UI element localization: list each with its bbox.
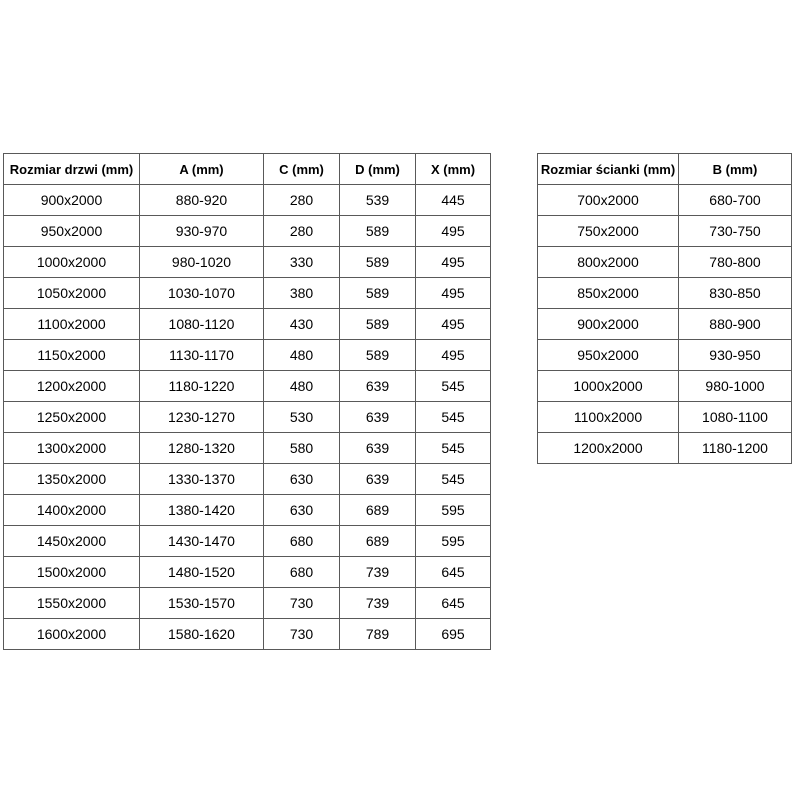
table-row bbox=[4, 402, 491, 433]
table-cell: 1600x2000 bbox=[4, 619, 140, 650]
table-cell: 850x2000 bbox=[538, 278, 679, 309]
column-header: Rozmiar drzwi (mm) bbox=[4, 154, 140, 185]
table-cell: 1200x2000 bbox=[4, 371, 140, 402]
table-row bbox=[4, 309, 491, 340]
table-cell: 800x2000 bbox=[538, 247, 679, 278]
table-cell: 1430-1470 bbox=[140, 526, 264, 557]
table-cell: 495 bbox=[416, 340, 491, 371]
table-cell: 680-700 bbox=[679, 185, 792, 216]
table-row bbox=[538, 433, 792, 464]
table-cell: 1000x2000 bbox=[4, 247, 140, 278]
table-row bbox=[538, 309, 792, 340]
table-cell: 645 bbox=[416, 557, 491, 588]
table-cell: 639 bbox=[340, 464, 416, 495]
column-header: C (mm) bbox=[264, 154, 340, 185]
table-row bbox=[538, 185, 792, 216]
table-cell: 630 bbox=[264, 464, 340, 495]
table-cell: 380 bbox=[264, 278, 340, 309]
table-cell: 280 bbox=[264, 216, 340, 247]
wall-table-header-row bbox=[538, 154, 792, 185]
table-row bbox=[4, 619, 491, 650]
table-cell: 545 bbox=[416, 402, 491, 433]
table-cell: 1400x2000 bbox=[4, 495, 140, 526]
table-cell: 530 bbox=[264, 402, 340, 433]
table-cell: 1030-1070 bbox=[140, 278, 264, 309]
table-cell: 680 bbox=[264, 557, 340, 588]
table-cell: 495 bbox=[416, 247, 491, 278]
table-row bbox=[4, 216, 491, 247]
table-row bbox=[4, 247, 491, 278]
table-cell: 950x2000 bbox=[538, 340, 679, 371]
table-cell: 1380-1420 bbox=[140, 495, 264, 526]
table-cell: 645 bbox=[416, 588, 491, 619]
table-cell: 1100x2000 bbox=[4, 309, 140, 340]
table-cell: 900x2000 bbox=[4, 185, 140, 216]
table-cell: 495 bbox=[416, 216, 491, 247]
table-cell: 1480-1520 bbox=[140, 557, 264, 588]
table-cell: 689 bbox=[340, 526, 416, 557]
table-cell: 750x2000 bbox=[538, 216, 679, 247]
table-row bbox=[538, 278, 792, 309]
table-cell: 739 bbox=[340, 588, 416, 619]
table-cell: 495 bbox=[416, 278, 491, 309]
table-row bbox=[538, 402, 792, 433]
table-cell: 1080-1100 bbox=[679, 402, 792, 433]
table-cell: 589 bbox=[340, 309, 416, 340]
column-header: B (mm) bbox=[679, 154, 792, 185]
table-cell: 539 bbox=[340, 185, 416, 216]
table-cell: 730-750 bbox=[679, 216, 792, 247]
table-row bbox=[4, 464, 491, 495]
table-cell: 1100x2000 bbox=[538, 402, 679, 433]
table-row bbox=[4, 557, 491, 588]
table-row bbox=[4, 340, 491, 371]
table-cell: 1450x2000 bbox=[4, 526, 140, 557]
column-header: A (mm) bbox=[140, 154, 264, 185]
column-header: D (mm) bbox=[340, 154, 416, 185]
table-cell: 730 bbox=[264, 619, 340, 650]
table-cell: 1080-1120 bbox=[140, 309, 264, 340]
table-row bbox=[538, 340, 792, 371]
table-cell: 1530-1570 bbox=[140, 588, 264, 619]
table-cell: 639 bbox=[340, 402, 416, 433]
table-cell: 930-950 bbox=[679, 340, 792, 371]
table-cell: 930-970 bbox=[140, 216, 264, 247]
door-table-header-row bbox=[4, 154, 491, 185]
table-cell: 1200x2000 bbox=[538, 433, 679, 464]
table-row bbox=[4, 433, 491, 464]
table-cell: 495 bbox=[416, 309, 491, 340]
table-cell: 950x2000 bbox=[4, 216, 140, 247]
table-cell: 1280-1320 bbox=[140, 433, 264, 464]
table-row bbox=[538, 216, 792, 247]
table-cell: 1050x2000 bbox=[4, 278, 140, 309]
table-cell: 280 bbox=[264, 185, 340, 216]
table-row bbox=[538, 247, 792, 278]
table-cell: 689 bbox=[340, 495, 416, 526]
table-cell: 880-900 bbox=[679, 309, 792, 340]
table-cell: 789 bbox=[340, 619, 416, 650]
table-cell: 639 bbox=[340, 371, 416, 402]
table-cell: 1180-1220 bbox=[140, 371, 264, 402]
table-cell: 1350x2000 bbox=[4, 464, 140, 495]
table-cell: 830-850 bbox=[679, 278, 792, 309]
table-row bbox=[4, 278, 491, 309]
table-cell: 589 bbox=[340, 247, 416, 278]
table-cell: 695 bbox=[416, 619, 491, 650]
table-cell: 1580-1620 bbox=[140, 619, 264, 650]
table-cell: 1230-1270 bbox=[140, 402, 264, 433]
table-cell: 595 bbox=[416, 495, 491, 526]
table-row bbox=[4, 526, 491, 557]
table-cell: 589 bbox=[340, 278, 416, 309]
table-row bbox=[4, 185, 491, 216]
table-cell: 480 bbox=[264, 371, 340, 402]
table-cell: 739 bbox=[340, 557, 416, 588]
column-header: Rozmiar ścianki (mm) bbox=[538, 154, 679, 185]
table-cell: 430 bbox=[264, 309, 340, 340]
column-header: X (mm) bbox=[416, 154, 491, 185]
table-cell: 980-1020 bbox=[140, 247, 264, 278]
table-cell: 639 bbox=[340, 433, 416, 464]
table-cell: 680 bbox=[264, 526, 340, 557]
table-cell: 589 bbox=[340, 216, 416, 247]
wall-panel-dimensions-table bbox=[537, 153, 792, 464]
table-cell: 545 bbox=[416, 464, 491, 495]
table-cell: 580 bbox=[264, 433, 340, 464]
table-cell: 480 bbox=[264, 340, 340, 371]
table-cell: 1330-1370 bbox=[140, 464, 264, 495]
door-table-body bbox=[4, 185, 491, 650]
table-cell: 545 bbox=[416, 371, 491, 402]
table-cell: 630 bbox=[264, 495, 340, 526]
table-cell: 780-800 bbox=[679, 247, 792, 278]
table-cell: 589 bbox=[340, 340, 416, 371]
table-cell: 980-1000 bbox=[679, 371, 792, 402]
table-cell: 1000x2000 bbox=[538, 371, 679, 402]
table-cell: 730 bbox=[264, 588, 340, 619]
table-row bbox=[4, 588, 491, 619]
table-cell: 900x2000 bbox=[538, 309, 679, 340]
table-cell: 330 bbox=[264, 247, 340, 278]
table-cell: 545 bbox=[416, 433, 491, 464]
table-cell: 595 bbox=[416, 526, 491, 557]
table-row bbox=[4, 371, 491, 402]
table-cell: 1250x2000 bbox=[4, 402, 140, 433]
table-cell: 700x2000 bbox=[538, 185, 679, 216]
table-cell: 1550x2000 bbox=[4, 588, 140, 619]
table-cell: 1180-1200 bbox=[679, 433, 792, 464]
door-dimensions-table bbox=[3, 153, 491, 650]
table-row bbox=[4, 495, 491, 526]
table-cell: 1300x2000 bbox=[4, 433, 140, 464]
table-row bbox=[538, 371, 792, 402]
table-cell: 445 bbox=[416, 185, 491, 216]
table-cell: 1500x2000 bbox=[4, 557, 140, 588]
table-cell: 1130-1170 bbox=[140, 340, 264, 371]
table-cell: 880-920 bbox=[140, 185, 264, 216]
table-cell: 1150x2000 bbox=[4, 340, 140, 371]
wall-table-body bbox=[538, 185, 792, 464]
